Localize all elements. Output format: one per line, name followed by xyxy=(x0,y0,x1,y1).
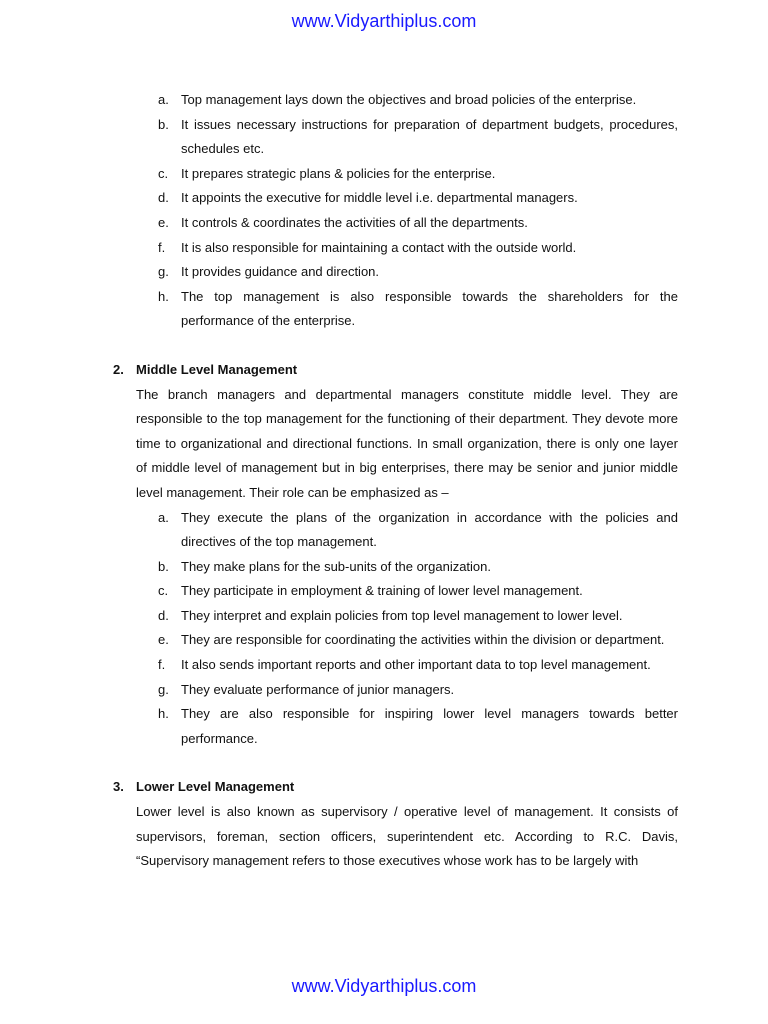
section-number: 3. xyxy=(113,779,124,795)
list-item-text: They are responsible for coordinating the activities within the division or department. xyxy=(181,632,665,648)
list-item xyxy=(158,555,678,580)
section-title: Lower Level Management xyxy=(136,779,295,795)
list-marker: h. xyxy=(158,706,169,722)
header-site-link[interactable]: www.Vidyarthiplus.com xyxy=(291,11,477,31)
list-item-text: It issues necessary instructions for preparation of department budgets, procedures, schedules etc. xyxy=(181,116,678,157)
list-marker: f. xyxy=(158,657,166,673)
list-item xyxy=(158,628,678,653)
list-item-text: It provides guidance and direction. xyxy=(181,264,380,280)
middle-management-list xyxy=(0,506,768,752)
list-marker: b. xyxy=(158,558,169,574)
list-item xyxy=(158,186,678,211)
list-marker: g. xyxy=(158,264,169,280)
list-item-text: It also sends important reports and other important data to top level management. xyxy=(181,657,651,673)
list-item xyxy=(158,162,678,187)
list-marker: b. xyxy=(158,116,169,132)
list-item-text: They evaluate performance of junior managers. xyxy=(181,681,455,697)
list-item xyxy=(158,113,678,162)
list-item xyxy=(158,702,678,751)
list-item-text: Top management lays down the objectives and broad policies of the enterprise. xyxy=(181,92,637,107)
top-management-list xyxy=(0,88,768,334)
section-intro: The branch managers and departmental managers constitute middle level. They are responsible to the top management for the functioning of their department. They devote more time to organizational and directional functions. In small organization, there is only one layer of middle level of management but in big enterprises, there may be senior and junior middle level management. Their role can be emphasized as – xyxy=(136,386,678,500)
section-intro: Lower level is also known as supervisory / operative level of management. It consists of supervisors, foreman, section officers, superintendent etc. According to R.C. Davis, “Supervisory management refers to those executives whose work has to be largely with xyxy=(136,804,678,869)
middle-level-section xyxy=(0,358,768,752)
list-item-text: It is also responsible for maintaining a contact with the outside world. xyxy=(181,239,577,255)
list-marker: f. xyxy=(158,239,166,255)
list-item-text: It prepares strategic plans & policies for the enterprise. xyxy=(181,165,496,181)
list-item xyxy=(158,506,678,555)
list-marker: e. xyxy=(158,214,169,230)
list-marker: e. xyxy=(158,632,169,648)
list-item xyxy=(158,285,678,334)
list-item-text: It controls & coordinates the activities of all the departments. xyxy=(181,214,528,230)
list-marker: d. xyxy=(158,607,169,623)
lower-level-section xyxy=(0,775,768,873)
list-marker: h. xyxy=(158,288,169,304)
section-title: Middle Level Management xyxy=(136,361,298,377)
list-item-text: They interpret and explain policies from top level management to lower level. xyxy=(181,607,623,623)
list-marker: d. xyxy=(158,190,169,206)
footer-site-link[interactable]: www.Vidyarthiplus.com xyxy=(291,976,477,996)
list-item-text: It appoints the executive for middle level i.e. departmental managers. xyxy=(181,190,578,206)
list-item xyxy=(158,579,678,604)
list-item xyxy=(158,604,678,629)
list-item xyxy=(158,211,678,236)
list-marker: c. xyxy=(158,165,169,181)
list-item-text: They make plans for the sub-units of the organization. xyxy=(181,558,492,574)
list-item-text: They execute the plans of the organization in accordance with the policies and directives of the top management. xyxy=(181,509,678,550)
list-item xyxy=(158,653,678,678)
list-marker: a. xyxy=(158,509,169,525)
list-item xyxy=(158,236,678,261)
list-marker: c. xyxy=(158,583,169,599)
list-marker: a. xyxy=(158,92,169,107)
document-body xyxy=(0,88,768,874)
list-item xyxy=(158,260,678,285)
list-item xyxy=(158,678,678,703)
list-item-text: They are also responsible for inspiring lower level managers towards better performance. xyxy=(181,706,678,746)
list-item-text: The top management is also responsible towards the shareholders for the performance of the enterprise. xyxy=(181,288,678,329)
list-item-text: They participate in employment & training of lower level management. xyxy=(181,583,583,599)
list-marker: g. xyxy=(158,681,169,697)
section-number: 2. xyxy=(113,361,124,377)
list-item xyxy=(158,88,678,113)
